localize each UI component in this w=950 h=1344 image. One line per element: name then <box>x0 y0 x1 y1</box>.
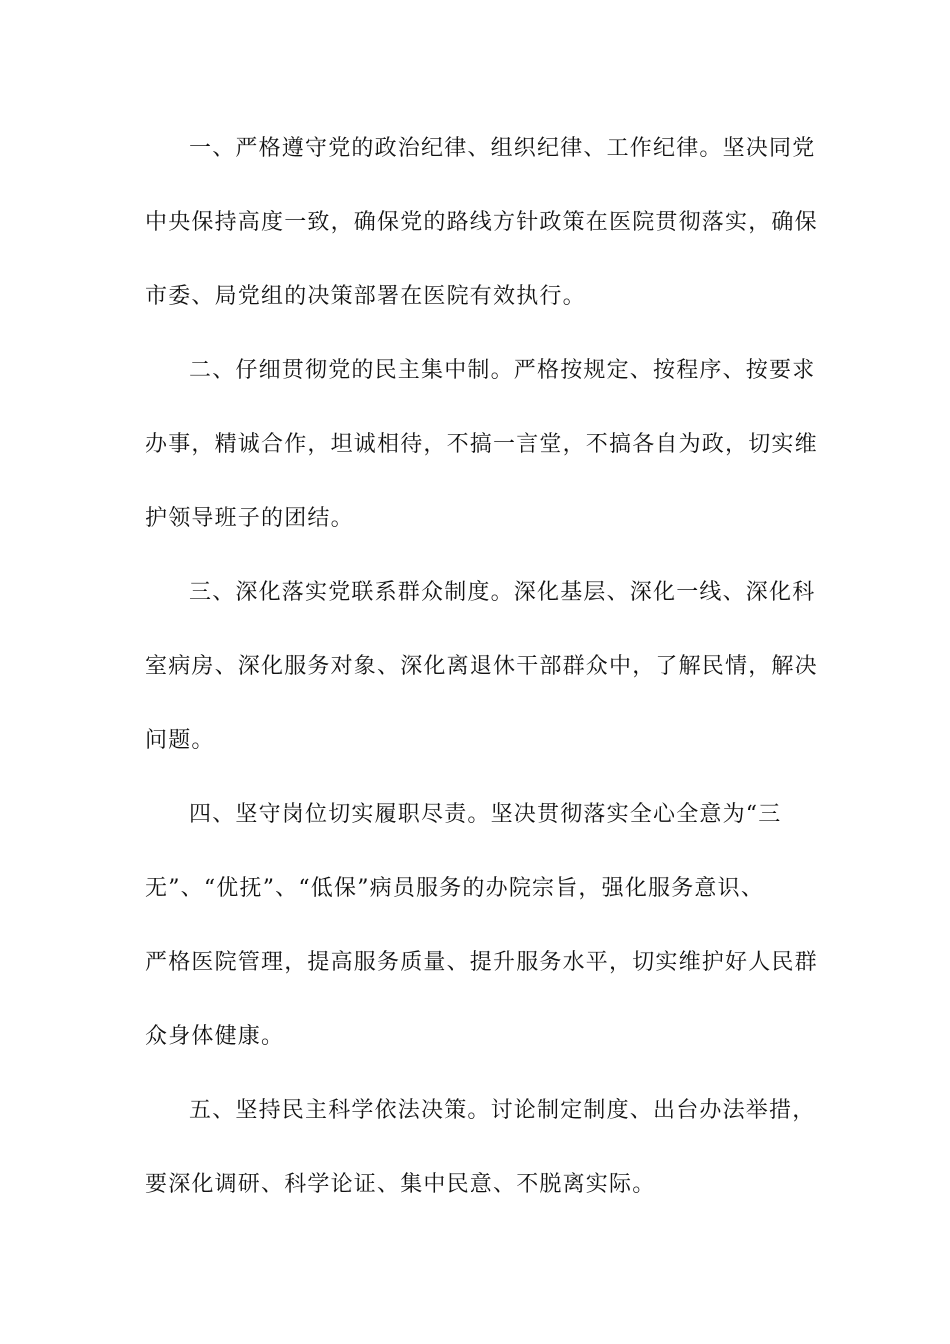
text-line: 市委、局党组的决策部署在医院有效执行。 <box>145 284 586 309</box>
paragraph-3 <box>145 569 835 765</box>
text-line: 室病房、深化服务对象、深化离退休干部群众中，了解民情，解决 <box>145 654 818 679</box>
text-line: 严格医院管理，提高服务质量、提升服务水平，切实维护好人民群 <box>145 950 818 975</box>
text-line: 护领导班子的团结。 <box>145 506 354 531</box>
text-line: 问题。 <box>145 728 215 753</box>
text-line: 一、严格遵守党的政治纪律、组织纪律、工作纪律。坚决同党 <box>189 136 816 161</box>
document-body <box>145 125 835 1235</box>
text-line: 中央保持高度一致，确保党的路线方针政策在医院贯彻落实，确保 <box>145 210 818 235</box>
text-line: 三、深化落实党联系群众制度。深化基层、深化一线、深化科 <box>189 580 816 605</box>
paragraph-4 <box>145 791 835 1061</box>
paragraph-5 <box>145 1087 835 1209</box>
text-line: 办事，精诚合作，坦诚相待，不搞一言堂，不搞各自为政，切实维 <box>145 432 818 457</box>
paragraph-2 <box>145 347 835 543</box>
text-line: 无”、“优抚”、“低保”病员服务的办院宗旨，强化服务意识、 <box>145 876 765 901</box>
paragraph-1 <box>145 125 835 321</box>
text-line: 五、坚持民主科学依法决策。讨论制定制度、出台办法举措， <box>189 1098 816 1123</box>
text-line: 四、坚守岗位切实履职尽责。坚决贯彻落实全心全意为“三 <box>189 802 782 827</box>
text-line: 二、仔细贯彻党的民主集中制。严格按规定、按程序、按要求 <box>189 358 816 383</box>
text-line: 要深化调研、科学论证、集中民意、不脱离实际。 <box>145 1172 656 1197</box>
text-line: 众身体健康。 <box>145 1024 285 1049</box>
